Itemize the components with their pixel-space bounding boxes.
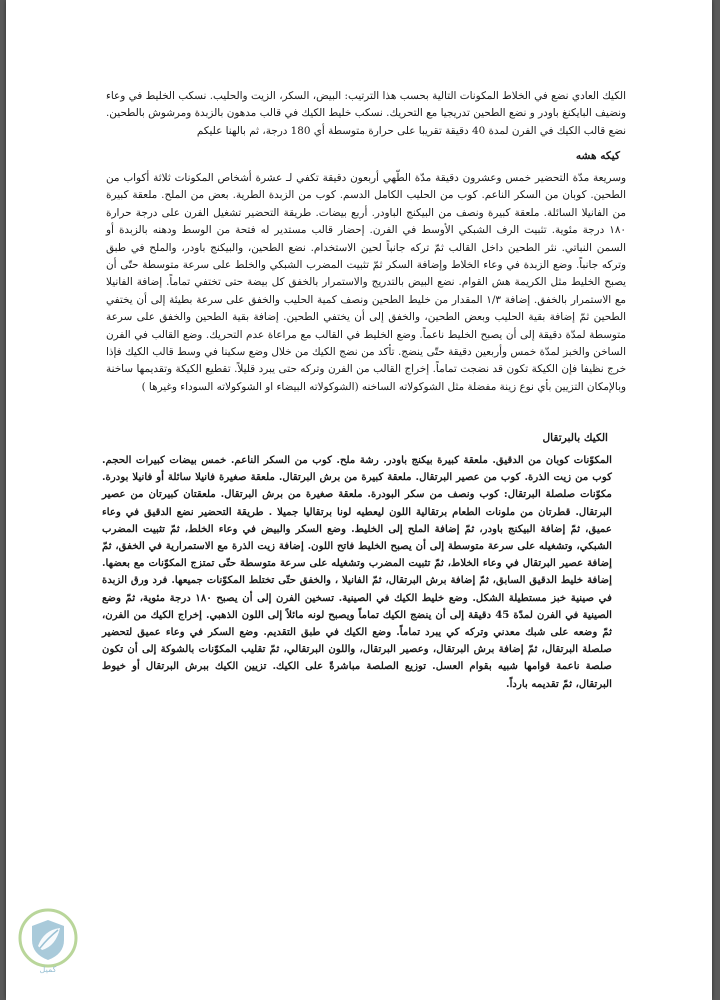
section-body-orange-cake: المكوّنات كوبان من الدقيق. ملعقة كبيرة بيكنج باودر. رشة ملح. كوب من السكر الناعم. خمس بيضات كبيرات الحجم. كوب من زيت الذرة. كوب من عصير البرتقال. ملعقة كبيرة من برش البرتقال. ملعقة صغيرة فانيلا سائلة أو فانيلا بودرة. مكوّنات صلصلة البرتقال: كوب ونصف من سكر البودرة. ملعقة صغيرة من برش البرتقال. ملعقتان كبيرتان من عصير البرتقال. قطرتان من ملونات الطعام برتقالية اللون ليعطيه لونا برتقاليا جميلا . طريقة التحضير نضع الدقيق في وعاء عميق، ثمّ إضافة البيكنج باودر، ثمّ إضافة الملح إلى الخليط. وضع السكر والبيض في وعاء الخلط، ثمّ تثبيت المضرب الشبكي، وتشغيله على سرعة متوسطة إلى أن يصبح الخليط فاتح اللون. إضافة زيت الذرة مع الاستمرارية في الخفق، ثمّ إضافة عصير البرتقال في وعاء الخلاط، ثمّ تثبيت المضرب وتشغيله على سرعة متوسطة حتّى تمتزج المكوّنات مع بعضها. إضافة خليط الدقيق السابق، ثمّ إضافة برش البرتقال، ثمّ الفانيلا ، والخفق حتّى تختلط المكوّنات جميعها. فرد ورق الزبدة في صينية خبز مستطيلة الشكل. وضع خليط الكيك في الصينية. تسخين الفرن إلى أن يصبح ١٨٠ درجة مئوية، ثمّ وضع الصينية في الفرن لمدّة 45 دقيقة إلى أن ينضج الكيك تماماً ويصبح لونه مائلاً إلى اللون الذهبي. إخراج الكيك من الفرن، ثمّ وضعه على شبك معدني وتركه كي يبرد تماماً. وضع الكيك في طبق التقديم. وضع السكر في وعاء عميق لتحضير صلصلة البرتقال، ثمّ إضافة برش البرتقال، وعصير البرتقال، واللون البرتقالي، ثمّ تقليب المكوّنات بالشوكة إلى أن تكون صلصة ناعمة قوامها شبيه بقوام العسل. توزيع الصلصة مباشرةً على الكيك. تزيين الكيك ببرش البرتقال أو خيوط البرتقال، ثمّ تقديمه بارداً. bbox=[102, 454, 613, 690]
section-title-orange-cake: الكيك بالبرتقال bbox=[542, 432, 608, 444]
section-title-light-cake: كيكه هشه bbox=[575, 150, 620, 162]
intro-paragraph: الكيك العادي نضع في الخلاط المكونات التالية بحسب هذا الترتيب: البيض، السكر، الزيت والحليب. نسكب الخليط في وعاء ونضيف البايكنغ باودر و نضع الطحين تدريجيا مع التحريك. نسكب خليط الكيك في قالب مدهون بالزبدة ومرشوش بالطحين. نضع قالب الكيك في الفرن لمدة 40 دقيقة تقريبا على حرارة متوسطة أي 180 درجة، ثم بالهنا عليكم bbox=[106, 90, 626, 137]
logo-wordmark: كميل bbox=[39, 965, 57, 974]
document-page bbox=[6, 0, 712, 1000]
section-body-light-cake: وسريعة مدّة التحضير خمس وعشرون دقيقة مدّة الطّهي أربعون دقيقة تكفي لـ عشرة أشخاص المكونات ثلاثة أكواب من الطحين. كوبان من السكر الناعم. كوب من الحليب الكامل الدسم. كوب من الزبدة الطرية. بعض من الملح. ملعقة كبيرة من الفانيلا السائلة. ملعقة كبيرة ونصف من البيكنج الباودر. أربع بيضات. طريقة التحضير تشغيل الفرن على درجة حرارة ١٨٠ درجة مئوية. تثبيت الرف الشبكي الأوسط في الفرن. إحضار قالب مستدير له فتحة من الوسط ودهنه بالزبدة أو السمن النباتي. نثر الطحين داخل القالب ثمّ تركه جانباً لحين الاستخدام. نضع الطحين، والبيكنج باودر، والملح في طبق وتركه جانباً. وضع الزبدة في وعاء الخلاط وإضافة السكر ثمّ تثبيت المضرب الشبكي والخلط على سرعة متوسطة حتّى أن يصبح الخليط مثل الكريمة هش القوام. نضع البيض بالتدريج والاستمرار بالخفق كل بيضة حتى تختفي تماماً. إضافة الفانيلا مع الاستمرار بالخفق. إضافة ١/٣ المقدار من خليط الطحين ونصف كمية الحليب والخفق على سرعة بطيئة إلى أن يختفي الطحين ثمّ إضافة بقية الحليب وبعض الطحين، والخفق إلى أن يختفي الطحين. إضافة بقية الطحين والخفق على سرعة متوسطة لمدّة دقيقة إلى أن يصبح الخليط ناعماً. وضع الخليط في القالب مع مراعاة عدم التحريك. وضع القالب في الفرن الساخن والخبز لمدّة خمس وأربعين دقيقة حتّى ينضج. تأكد من نضج الكيك من خلال وضع سكينا في وسط قالب الكيك فإذا خرج نظيفا فإن الكيكة تكون قد نضجت تماماً. إخراج القالب من الفرن وتركه حتى يبرد قليلاً. تقطيع الكيكة وتقديمها ساخنة وبالإمكان التزيين بأي نوع زينة مفضلة مثل الشوكولاته الساخنه (الشوكولاته البيضاء او الشوكولاته السوداء وغيرها ) bbox=[106, 172, 626, 393]
leaf-shield-icon bbox=[14, 906, 82, 974]
watermark-logo bbox=[14, 906, 82, 974]
